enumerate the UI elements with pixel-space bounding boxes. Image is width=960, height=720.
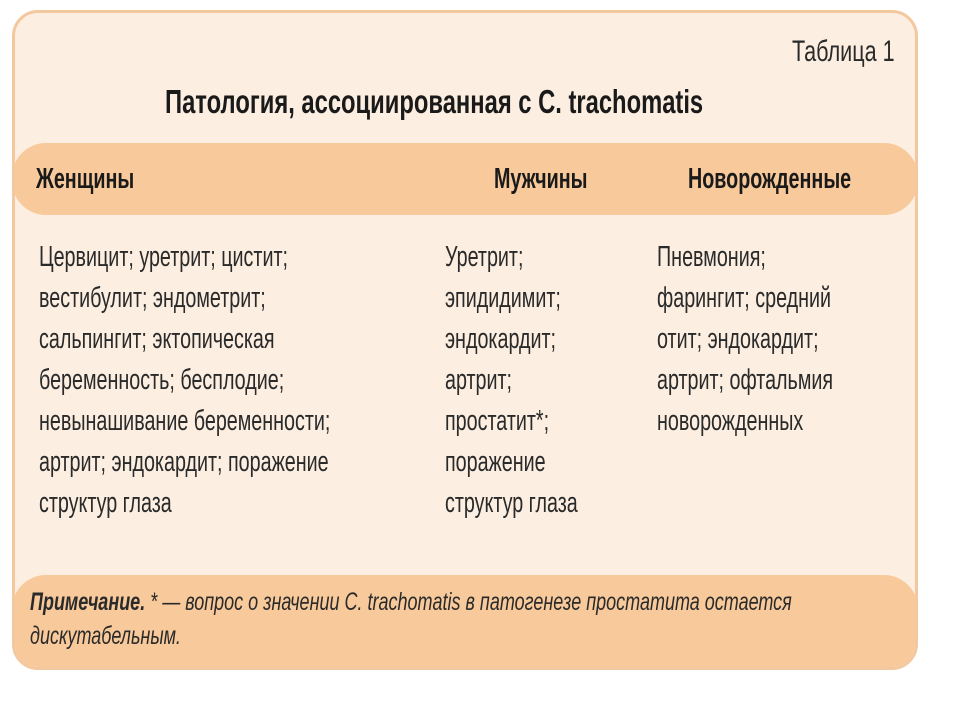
table-cell-line: Уретрит; xyxy=(445,241,524,273)
header-women: Женщины xyxy=(36,163,135,195)
table-cell-line: эндокардит; xyxy=(445,323,557,355)
table-cell-line: беременность; бесплодие; xyxy=(39,364,285,396)
note-text-line2: дискутабельным. xyxy=(30,622,181,650)
table-cell-line: структур глаза xyxy=(445,487,578,519)
table-cell-line: артрит; эндокардит; поражение xyxy=(39,446,329,478)
table-cell-line: Цервицит; уретрит; цистит; xyxy=(39,241,288,273)
table-header-row xyxy=(12,143,918,215)
table-number: Таблица 1 xyxy=(792,35,895,68)
table-cell-line: новорожденных xyxy=(657,405,804,437)
table-cell-line: простатит*; xyxy=(445,405,550,437)
table-cell-line: вестибулит; эндометрит; xyxy=(39,282,266,314)
table-cell-line: невынашивание беременности; xyxy=(39,405,331,437)
table-cell-line: Пневмония; xyxy=(657,241,766,273)
table-cell-line: артрит; xyxy=(445,364,513,396)
column-newborns xyxy=(657,237,833,442)
note-label: Примечание. xyxy=(30,588,146,616)
table-cell-line: сальпингит; эктопическая xyxy=(39,323,275,355)
note-text-line1: * — вопрос о значении C. trachomatis в патогенезе простатита остается xyxy=(150,588,792,616)
table-note xyxy=(30,585,792,653)
table-cell-line: фарингит; средний xyxy=(657,282,832,314)
table-title: Патология, ассоциированная с C. trachomatis xyxy=(165,83,704,120)
table-card xyxy=(12,10,918,670)
column-women xyxy=(39,237,330,524)
table-cell-line: структур глаза xyxy=(39,487,172,519)
table-cell-line: поражение xyxy=(445,446,546,478)
header-men: Мужчины xyxy=(494,163,588,195)
table-cell-line: отит; эндокардит; xyxy=(657,323,819,355)
table-note-row xyxy=(12,575,918,670)
table-cell-line: эпидидимит; xyxy=(445,282,561,314)
table-cell-line: артрит; офтальмия xyxy=(657,364,834,396)
column-men xyxy=(445,237,578,524)
header-newborns: Новорожденные xyxy=(688,163,852,195)
